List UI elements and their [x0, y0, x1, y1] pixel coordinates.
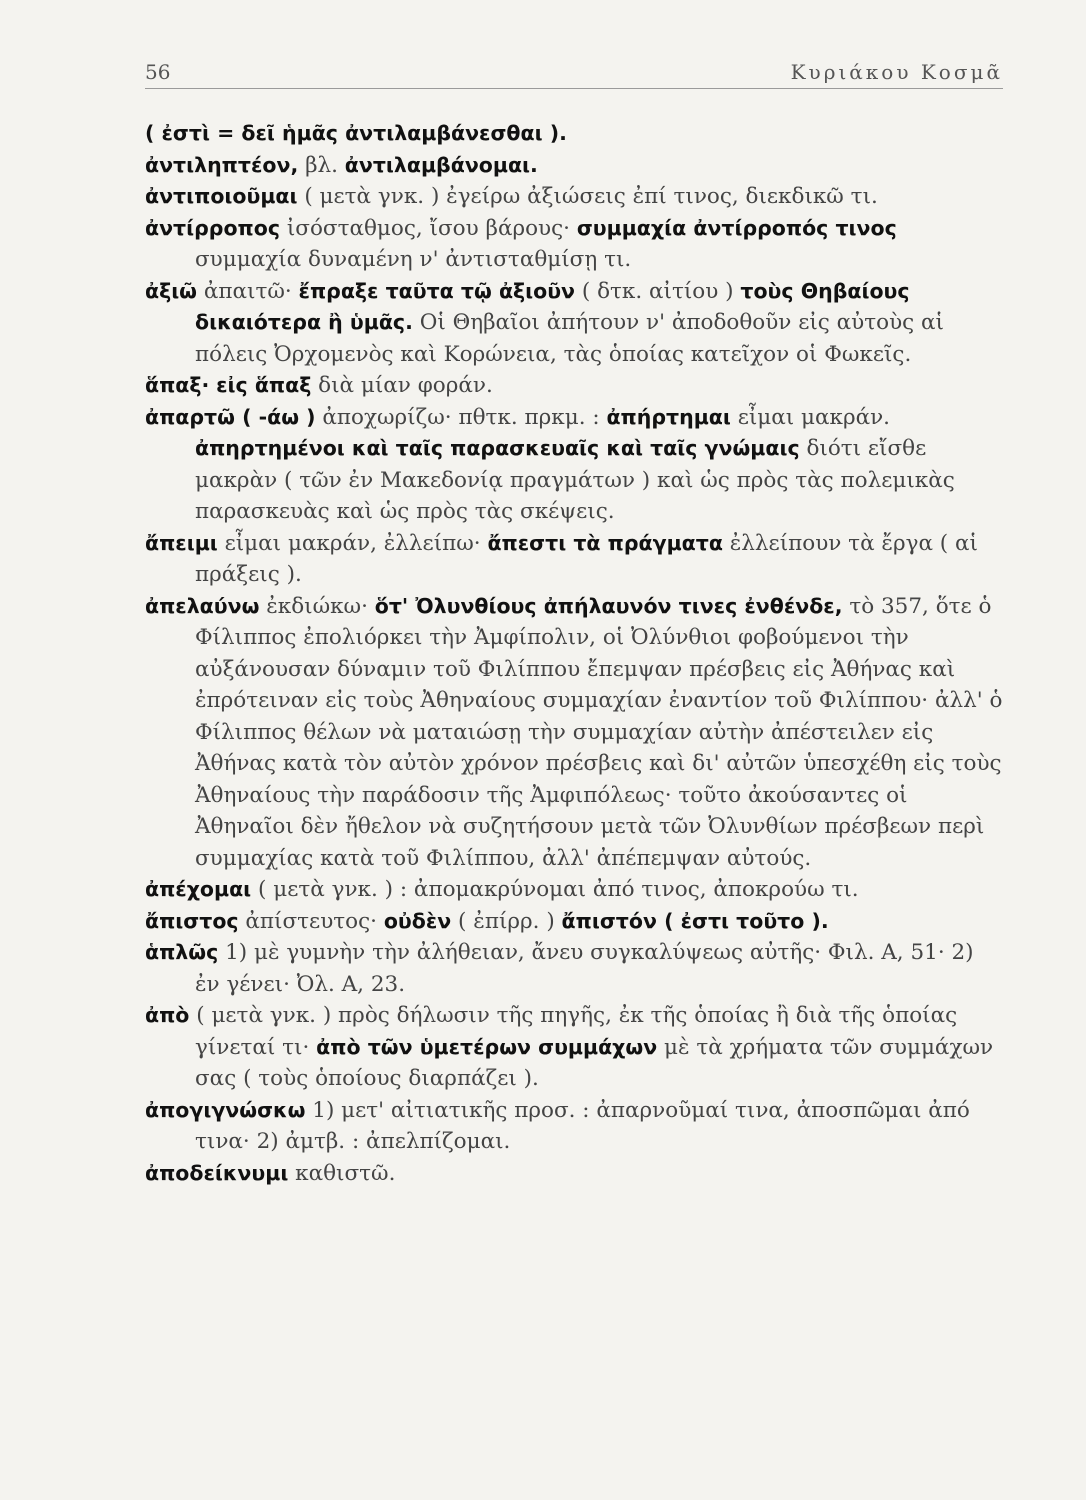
running-head: Κυριάκου Κοσμᾶ — [790, 60, 1003, 84]
entry-definition: ( μετὰ γνκ. ) πρὸς δήλωσιν τῆς πηγῆς, ἐκ τῆς ὁποίας ἢ διὰ τῆς ὁποίας γίνεταί τι· — [189, 1003, 958, 1060]
dictionary-entry — [145, 402, 1003, 528]
entry-definition: ἀποχωρίζω· πθτκ. πρκμ. : — [315, 404, 607, 430]
entry-phrase: ἀπήρτημαι — [606, 404, 731, 429]
entry-definition: Οἱ Θηβαῖοι ἀπήτουν ν' ἀποδοθοῦν εἰς αὐτοὺς αἱ πόλεις Ὀρχομενὸς καὶ Κορώνεια, τὰς ὁποίας κατεῖχον οἱ Φωκεῖς. — [195, 310, 944, 367]
dictionary-entry — [145, 1000, 1003, 1095]
entry-definition: ( ἐπίρρ. ) — [451, 908, 562, 934]
entry-headword: ἄπειμι — [145, 530, 218, 555]
entry-definition: εἶμαι μακράν, ἐλλείπω· — [217, 530, 488, 556]
entry-headword: ἀξιῶ — [145, 278, 198, 303]
entry-definition: εἶμαι μακράν. — [730, 404, 891, 430]
entry-definition: 1) μὲ γυμνὴν τὴν ἀλήθειαν, ἄνευ συγκαλύψεως αὐτῆς· Φιλ. Α, 51· 2) ἐν γένει· Ὀλ. Α, 23. — [195, 940, 974, 997]
entry-headword: ἀπαρτῶ ( -άω ) — [145, 404, 316, 429]
dictionary-entry — [145, 150, 1003, 182]
page-number: 56 — [145, 60, 171, 84]
entry-headword: ἀποδείκνυμι — [145, 1160, 289, 1185]
entry-headword: ἀπὸ — [145, 1003, 190, 1027]
entry-definition: ( μετὰ γνκ. ) : ἀπομακρύνομαι ἀπό τινος, ἀποκρούω τι. — [251, 877, 859, 902]
entry-phrase: ἀπὸ τῶν ὑμετέρων συμμάχων — [316, 1034, 658, 1059]
dictionary-entry — [145, 874, 1003, 906]
entry-phrase: ( ἐστὶ = δεῖ ἡμᾶς ἀντιλαμβάνεσθαι ). — [145, 121, 567, 145]
dictionary-entry — [145, 591, 1003, 875]
dictionary-entry — [145, 937, 1003, 1000]
entry-definition: 1) μετ' αἰτιατικῆς προσ. : ἀπαρνοῦμαί τινα, ἀποσπῶμαι ἀπό τινα· 2) ἀμτβ. : ἀπελπίζομαι. — [195, 1097, 970, 1154]
entry-headword: ἀντιποιοῦμαι — [145, 184, 298, 208]
page-header — [145, 60, 1003, 89]
entry-definition: μὲ τὰ χρήματα τῶν συμμάχων σας ( τοὺς ὁποίους διαρπάζει ). — [195, 1034, 994, 1091]
entry-definition: βλ. — [298, 152, 345, 178]
dictionary-entry — [145, 1158, 1003, 1190]
dictionary-entry — [145, 181, 1003, 213]
entry-definition: συμμαχία δυναμένη ν' ἀντισταθμίσῃ τι. — [195, 247, 632, 272]
entry-phrase: συμμαχία ἀντίρροπός τινος — [576, 215, 897, 240]
entry-definition: καθιστῶ. — [288, 1160, 396, 1186]
entry-headword: ἅπαξ· — [145, 373, 210, 397]
dictionary-entry — [145, 370, 1003, 402]
entry-phrase: ὅτ' Ὀλυνθίους ἀπήλαυνόν τινες ἐνθένδε, — [374, 593, 843, 618]
entry-headword: ἀπογιγνώσκω — [145, 1097, 306, 1122]
entry-phrase: ἄπεστι τὰ πράγματα — [487, 530, 723, 555]
entry-definition: ( δτκ. αἰτίου ) — [575, 278, 741, 304]
entry-headword: ἄπιστος — [145, 908, 239, 933]
entry-headword: ἁπλῶς — [145, 940, 219, 964]
entry-headword: ἀντιληπτέον, — [145, 152, 299, 177]
entry-phrase: ἀπηρτημένοι καὶ ταῖς παρασκευαῖς καὶ ταῖς γνώμαις — [195, 436, 800, 460]
entry-phrase: τοὺς Θηβαίους δικαιότερα ἢ ὑμᾶς. — [195, 278, 910, 334]
dictionary-entry — [145, 118, 1003, 150]
entry-headword: ἀπέχομαι — [145, 877, 252, 901]
entry-headword: ἀντίρροπος — [145, 215, 281, 240]
entry-definition: ἐκδιώκω· — [259, 593, 375, 619]
entry-phrase: ἔπραξε ταῦτα τῷ ἀξιοῦν — [298, 278, 576, 303]
entry-definition: ( μετὰ γνκ. ) ἐγείρω ἀξιώσεις ἐπί τινος, διεκδικῶ τι. — [297, 184, 878, 209]
entry-definition: ἀπίστευτος· — [238, 908, 384, 934]
dictionary-entry — [145, 528, 1003, 591]
entry-definition: διότι εἴσθε μακρὰν ( τῶν ἐν Μακεδονίᾳ πραγμάτων ) καὶ ὡς πρὸς τὰς πολεμικὰς παρασκευὰς καὶ ὡς πρὸς τὰς σκέψεις. — [195, 436, 955, 524]
dictionary-entry — [145, 213, 1003, 276]
dictionary-entry — [145, 906, 1003, 938]
entry-definition: ἀπαιτῶ· — [197, 278, 299, 304]
dictionary-entry — [145, 276, 1003, 371]
entry-phrase: οὐδὲν — [383, 908, 452, 933]
entry-definition: διὰ μίαν φοράν. — [311, 373, 493, 398]
dictionary-text — [145, 118, 1003, 1189]
entry-phrase: εἰς ἅπαξ — [216, 373, 312, 397]
entry-phrase: ἀντιλαμβάνομαι. — [344, 152, 538, 177]
entry-phrase: ἄπιστόν ( ἐστι τοῦτο ). — [561, 908, 829, 933]
entry-headword: ἀπελαύνω — [145, 593, 260, 618]
entry-definition: ἰσόσταθμος, ἴσου βάρους· — [280, 215, 577, 241]
dictionary-entry — [145, 1095, 1003, 1158]
entry-definition: ἐλλείπουν τὰ ἔργα ( αἱ πράξεις ). — [195, 530, 978, 587]
entry-definition: τὸ 357, ὅτε ὁ Φίλιππος ἐπολιόρκει τὴν Ἀμφίπολιν, οἱ Ὀλύνθιοι φοβούμενοι τὴν αὐξάνουσαν δύναμιν τοῦ Φιλίππου ἔπεμψαν πρέσβεις εἰς Ἀθήνας καὶ ἐπρότειναν εἰς τοὺς Ἀθηναίους συμμαχίαν ἐναντίον τοῦ Φιλίππου· ἀλλ' ὁ Φίλιππος θέλων νὰ ματαιώσῃ τὴν συμμαχίαν αὐτὴν ἀπέστειλεν εἰς Ἀθήνας κατὰ τὸν αὐτὸν χρόνον πρέσβεις καὶ δι' αὐτῶν ὑπεσχέθη εἰς τοὺς Ἀθηναίους τὴν παράδοσιν τῆς Ἀμφιπόλεως· τοῦτο ἀκούσαντες οἱ Ἀθηναῖοι δὲν ἤθελον νὰ συζητήσουν μετὰ τῶν Ὀλυνθίων πρέσβεων περὶ συμμαχίας κατὰ τοῦ Φιλίππου, ἀλλ' ἀπέπεμψαν αὐτούς. — [195, 593, 1003, 871]
